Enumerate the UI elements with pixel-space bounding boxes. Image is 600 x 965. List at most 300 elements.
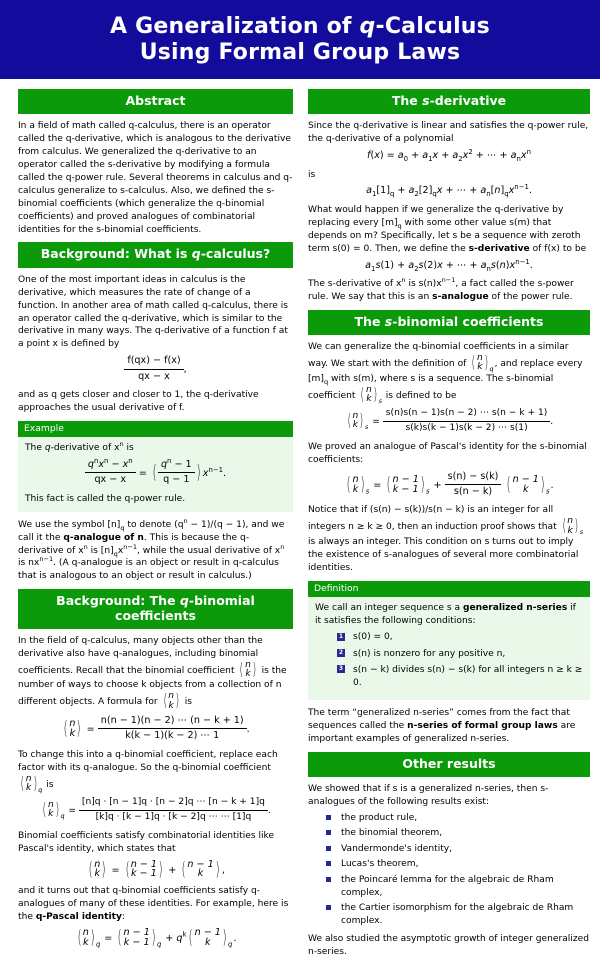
paren-right: ) [196,462,201,484]
qa-9: . (A q-analogue is an object or result in q-calculus that is analogous to an object or result in calculus.) [18,558,279,582]
rhs-tail: − 1 [171,458,192,470]
rhs-x: x [202,467,209,479]
s-pascal-intro: We proved an analogue of Pascal's identity for the s-binomial coefficients: [308,441,587,465]
q-derivative-numerator: f(qx) − f(x) [124,355,183,369]
result-text: the binomial theorem, [341,828,443,839]
qp-b: : [121,911,125,922]
spascal-plus: + [433,479,445,491]
binom-stack [366,386,372,405]
qa-1-sub: q [120,523,125,532]
poly-f: f [367,150,371,162]
binom-k: k [522,483,529,495]
lhs-q: q [87,458,94,470]
binom-subscript-q: q [38,785,43,794]
paren-right: ) [90,927,95,949]
paren-right: ) [359,411,364,432]
binom-k: k [69,727,76,739]
sd-b: with some other value s(m) that depends on m? Specifically, let s be a sequence with zeroth term s(0) = 0. Then, we define the [308,217,581,254]
binom-n: n − 1 [392,473,419,485]
rhs-x-exp: n−1 [208,465,224,474]
binom-k: k [204,936,211,948]
paren-left: ( [360,384,365,405]
binom-k: k [83,936,89,948]
binom-subscript-q: q [489,365,494,374]
qa-8: is nx [18,558,40,569]
lhs-x-exp: n [104,456,109,465]
binom-k: k [245,669,251,680]
sp-c: , a fact called the s-power rule. We say that this is an [308,279,574,302]
list-item [326,827,590,840]
bq-b: is [43,779,54,790]
s-binomial-coefficient-formula [308,408,590,435]
square-bullet-icon [326,830,331,835]
binom-k: k − 1 [123,936,150,948]
fgl-a: The term “generalized n-series” comes from the fact that sequences called the [308,708,570,732]
binom-stack [567,517,573,536]
number-badge-icon: 3 [338,665,344,673]
fgl-bold: n-series of formal group laws [407,721,558,732]
example-box-body [18,437,293,512]
q-power-rule-rhs-paren [150,456,203,487]
sd-head-em: s [422,92,430,108]
def-a: We call an integer sequence s a [315,602,463,613]
paren-right: ) [215,858,220,880]
sp-b: is s(n)x [405,279,442,290]
bi-b: is the number of ways to choose k objects from a collection of n different objects. A formula for [18,665,287,708]
fgl-b: are important examples of generalized n-series. [308,721,576,744]
binom-k: k [567,525,573,536]
sbinom-fraction [383,408,554,435]
binom-n: n [47,800,54,811]
qa-6: x [117,545,124,556]
is-label: is [308,169,316,180]
binom-n: n − 1 [130,858,158,870]
qd-an: a [480,185,487,197]
qbinom-fraction [79,797,268,824]
definition-intro [315,602,583,628]
qa-2-exp: n [183,516,188,525]
sbp-a: Notice that if (s(n) − s(k))/s(n − k) is an integer for all integers n ≥ k ≥ 0, then an induction proof shows that [308,505,560,533]
example-closing-line: This fact is called the q-power rule. [25,493,186,504]
paren-right: ) [158,858,163,880]
binomial-coefficient-formula [18,715,293,743]
qd-xn: x [508,185,515,197]
q-power-rule-lhs-den: qx − x [94,474,127,486]
poly-a1-sub: 1 [428,155,433,163]
binom-n: n [25,773,32,784]
qbinom-equals: = [68,805,79,816]
sp-exp2: n−1 [441,276,456,284]
list-item [326,858,590,871]
binom-k: k − 1 [130,868,157,880]
qpascal-equals: = [104,932,116,944]
q-derivative-denominator: qx − x [138,370,170,382]
paren-right: ) [360,473,365,495]
qd-a1: a [366,185,372,197]
paren-left: ( [507,473,511,495]
sbinom-equals: = [372,416,383,427]
s-derivative-paragraph-1: Since the q-derivative is linear and satisfies the q-power rule, the q-derivative of a polynomial [308,121,589,145]
sd-head-pre: The [391,92,423,108]
poly-x1: x [432,150,439,162]
square-bullet-icon [326,815,331,820]
qd-qn: q [504,190,509,199]
pascal-equals: = [111,864,123,876]
sbi-sub: q [323,377,329,386]
q-power-rule-formula [25,456,286,487]
poly-a0-sub: 0 [403,155,409,163]
spascal-num: s(n) − s(k) [445,471,502,485]
example-box [18,421,293,512]
section-header-s-derivative [308,89,590,114]
square-bullet-icon [326,861,331,866]
binom-k: k − 1 [392,483,419,495]
binomial-intro-paragraph [18,635,293,711]
binom-stack [48,801,54,820]
qpascal-lhs [75,928,102,948]
pascal-plus: + [168,864,180,876]
binom-stack [131,860,157,880]
lhs-x2: − x [108,458,129,470]
qd-xn-exp: n−1 [514,183,529,192]
result-text: the Poincaré lemma for the algebraic de Rham complex, [341,874,554,898]
s-binomial-intro-paragraph [308,341,590,404]
q-power-rule-rhs-frac [158,456,195,487]
abstract-body: In a field of math called q-calculus, there is an operator called the q-derivative, which is analogous to the derivative from calculus. We generalized the q-derivative to an operator called the s-derivative by modifying a formula called the q-power rule. Several theorems in calculus and q-calculus generalize to s-calculus. Also, we defined the s-binomial coefficients (which generalize the q-binomial coefficients) and proved analogues of combinatorial identities for the s-binomial coefficients. [18,121,293,235]
paren-left: ( [163,691,167,712]
result-text: the Cartier isomorphism for the algebraic de Rham complex. [341,902,574,926]
def-bold: generalized n-series [462,602,568,613]
binom-n: n [82,926,89,938]
binom-subscript-s: s [579,528,584,537]
paren-left: ( [42,800,47,821]
pascal-identity-formula [18,860,293,880]
paren-right: ) [77,718,82,740]
binom-stack [83,928,89,948]
qa-8-exp: n−1 [39,555,54,564]
qd-q2: q [432,190,437,199]
qa-7-exp: n [280,542,285,551]
qd-x: x [436,185,443,197]
qpascal-period: . [233,932,237,944]
binom-k: k [366,393,372,404]
paren-right: ) [55,800,59,821]
qa-3: − 1)/(q − 1), and we call it the [18,519,285,543]
binom-n: n [94,858,101,870]
binom-subscript-s: s [378,396,382,405]
rhs-den: q − 1 [163,474,190,486]
sf-n: n [499,259,506,271]
binom-stack [124,928,150,948]
poly-x2-exp: 2 [468,147,473,156]
q-power-rule-lhs-num [85,456,136,473]
sf-an-sub: n [486,264,491,273]
s-pascal-identity-formula [308,471,590,499]
ex-em: q [44,443,51,453]
polynomial-formula: $f(x) = a_0 + a_1x + a_2x^2$ + ⋯ + $a_nx^n$ [367,147,531,163]
pascal-term-2 [179,860,222,880]
bi-c: is [181,697,192,708]
section-header-abstract: Abstract [18,89,293,114]
q-derivative-fraction [124,355,183,383]
bq-a: To change this into a q-binomial coefficient, replace each factor with its q-analogue. So the q-binomial coefficient [18,749,278,773]
sbi-d: is defined to be [382,390,457,401]
sf-a1-sub: 1 [371,264,376,273]
definition-box-title: Definition [308,581,590,597]
poly-xn: x [520,150,527,162]
sp-a: The s-derivative of x [308,279,402,290]
binom-stack [69,719,75,739]
other-results-intro: We showed that if s is a generalized n-series, then s-analogues of the following results exist: [308,784,549,808]
qa-4: . This is because the q-derivative of x [18,532,250,556]
other-results-closing: We also studied the asymptotic growth of integer generalized n-series. [308,933,589,957]
qd-a1-sub: 1 [371,190,377,199]
binom-subscript-s: s [425,487,430,496]
qd-a2-sub: 2 [414,190,419,199]
binom-n: n [168,691,175,702]
binom-stack [245,661,251,680]
example-box-title: Example [18,421,293,437]
binom-k: k [168,700,174,711]
binom-stack [393,475,419,495]
rhs-q: q [160,458,168,470]
q-pascal-identity-formula [18,928,293,948]
sf-x: x [437,259,443,271]
binom-k: k [477,362,483,373]
definition-box [308,581,590,701]
sp-exp: n [401,276,406,284]
sp-bold: s-analogue [432,291,489,302]
binom-lhs [61,719,83,739]
paren-right: ) [222,927,227,949]
binom-k: k [197,868,204,880]
paren-left: ( [562,516,566,537]
paren-right: ) [175,691,180,712]
sbp-b: is always an integer. This condition on s turns out to imply the existence of s-analogues of several more combinatorial identities. [308,536,579,573]
qpascal-term-1 [115,928,162,948]
binom-stack [195,928,221,948]
q-derivative-definition-formula [18,355,293,383]
s-binomial-nk-inline [358,386,383,405]
binom-n: n [352,411,359,422]
q-pascal-intro-paragraph [18,885,293,924]
binom-k: k [25,782,32,793]
pascal-comma: , [221,864,225,876]
q-binomial-nk-inline [18,775,43,794]
background-q-paragraph-1: One of the most important ideas in calculus is the derivative, which measures the rate of change of a function. In another area of math called q-calculus, there is an operator called the q-derivative, which is similar to the derivative in many ways. The q-derivative of a function f at a point x is defined by [18,274,289,350]
sd-c: of f(x) to be [529,243,587,254]
poly-an: a [510,150,517,162]
binom-n: n [477,353,483,364]
binom-period: . [246,723,250,735]
sp-d: of the power rule. [488,291,573,302]
bi-a: In the field of q-calculus, many objects other than the derivative also have q-analogues, including binomial coefficients. Recall that the binomial coefficient [18,636,263,676]
paren-left: ( [239,659,244,680]
paren-right: ) [252,659,257,680]
sbi-b: , and replace every [m] [308,358,583,384]
binomial-nk-inline-1 [237,661,258,680]
binom-stack [94,860,100,880]
def-b: if it satisfies the following conditions: [315,602,576,626]
paren-left: ( [386,473,391,495]
sb-head-em: s [384,313,393,329]
qa-6-exp: n−1 [123,542,138,551]
bg-q-head-pre: Background: What is [40,246,192,262]
poly-x: x [374,150,380,162]
q-power-rule-equals: = [138,467,150,479]
pascal-identity-intro: Binomial coefficients satisfy combinatorial identities like Pascal's identity, which states that [18,830,275,854]
spascal-den: s(n − k) [453,486,493,497]
poster-title-banner [0,0,600,79]
qp-bold: q-Pascal identity [35,911,122,922]
binom-n: n − 1 [187,858,214,870]
paren-right: ) [33,773,37,794]
q-binomial-nk-inline [469,354,494,373]
sd-sub: q [397,221,402,230]
binom-subscript-q: q [60,812,65,821]
s-binomial-integrality-paragraph [308,504,590,574]
section-header-s-binomial [308,310,590,335]
binom-stack [477,354,483,373]
sf-a2-sub: 2 [414,264,419,273]
sbinom-period: . [550,416,554,427]
poster-title-line-1 [0,14,600,40]
poster-columns [0,79,600,965]
list-item [326,812,590,825]
qa-bold: q-analogue of n [63,532,144,543]
paren-left: ( [63,718,68,740]
binom-n: n [567,516,574,527]
binom-stack [187,860,213,880]
lhs-x: x [98,458,105,470]
binom-subscript-q: q [95,940,101,949]
section-header-background-q-binomial [18,589,293,629]
result-text: Lucas's theorem, [341,859,419,870]
binom-subscript-s: s [365,487,370,496]
qpascal-q-exp: k [182,930,187,939]
binom-subscript-s: s [365,423,369,432]
section-header-background-q-calculus [18,242,293,267]
qbinom-lhs [40,801,65,820]
number-badge-icon: 2 [338,649,344,657]
s-derivative-definition-paragraph [308,204,590,256]
binom-n: n [366,384,372,395]
formal-group-laws-paragraph [308,707,590,746]
paren-left: ( [125,858,130,880]
qpascal-term-2 [186,928,233,948]
binom-k: k [94,868,101,880]
binom-stack [353,412,359,431]
qd-an-sub: n [486,190,491,199]
list-item [326,843,590,856]
paren-left: ( [88,858,93,880]
qa-5: is [n] [87,545,114,556]
paren-left: ( [347,411,352,432]
qa-7: , while the usual derivative of x [137,545,281,556]
binom-stack [168,692,174,711]
binom-stack [513,475,539,495]
paren-right: ) [540,473,545,495]
sf-a2: a [408,259,415,271]
example-intro-line [25,439,286,455]
right-column [308,89,590,965]
rhs-num [158,456,195,473]
binomial-nk-inline-2 [161,692,182,711]
poly-xn-exp: n [526,147,531,156]
binom-n: n [245,659,251,670]
binom-n: n − 1 [123,926,150,938]
paren-right: ) [151,927,156,949]
sd-bold: s-derivative [468,243,530,254]
sd-a: What would happen if we generalize the q-derivative by replacing every [m] [308,204,564,228]
sf-a1: a [365,259,372,271]
sbinom-numerator: s(n)s(n − 1)s(n − 2) ⋯ s(n − k + 1) [383,408,551,422]
poly-x2: x [462,150,469,162]
sbi-a: We can generalize the q-binomial coefficients in a similar way. We start with the definition of [308,342,569,369]
sf-sn: s [490,259,496,271]
qbinom-period: . [267,805,271,816]
qa-2: to denote (q [124,519,184,530]
spascal-lhs [344,475,370,495]
q-derivative-comma: , [183,364,187,376]
binom-n: n − 1 [194,926,221,938]
list-item [337,664,583,690]
q-power-rule-period: . [223,467,227,479]
ex-post: -derivative of x [50,443,120,453]
sbinom-lhs [345,412,370,431]
bg-q-head-em: q [191,246,201,262]
paren-left: ( [152,462,157,484]
square-bullet-icon [326,905,331,910]
qd-a2: a [408,185,415,197]
number-badge-icon: 1 [338,632,344,640]
qpascal-q-factor: q [176,932,183,944]
definition-box-body [308,597,590,701]
result-text: the product rule, [341,813,418,824]
pascal-term-1 [123,860,166,880]
qa-4-exp: n [83,542,88,551]
binom-k: k [352,420,359,431]
binom-n: n [69,718,76,729]
paren-left: ( [117,927,122,949]
binom-equals: = [86,723,98,735]
poly-a1: a [422,150,429,162]
poly-a2: a [452,150,459,162]
paren-left: ( [471,353,476,374]
poly-a0: a [397,150,404,162]
title-line1-em: q [359,14,376,39]
section-header-other-results: Other results [308,752,590,777]
paren-right: ) [373,384,378,405]
bg-q-head-post: -calculus? [200,246,271,262]
binom-denominator: k(k − 1)(k − 2) ⋯ 1 [125,730,220,742]
paren-right: ) [420,473,425,495]
qa-1: We use the symbol [n] [18,519,121,530]
title-line1-pre: A Generalization of [110,14,360,39]
spascal-term-1 [384,475,430,495]
condition-text: s(n) is nonzero for any positive n, [353,648,506,659]
paren-left: ( [346,473,351,495]
qp-a: and it turns out that q-binomial coefficients satisfy q-analogues of many of these identities. For example, here is the [18,886,289,922]
sd-head-post: -derivative [429,92,507,108]
bg-b-head-em: q [179,593,189,609]
square-bullet-icon [326,877,331,882]
binom-k: k [352,483,359,495]
sf-an: a [480,259,487,271]
list-item [326,902,590,928]
lhs-x2-exp: n [128,456,133,465]
q-binomial-conversion-paragraph [18,749,293,793]
